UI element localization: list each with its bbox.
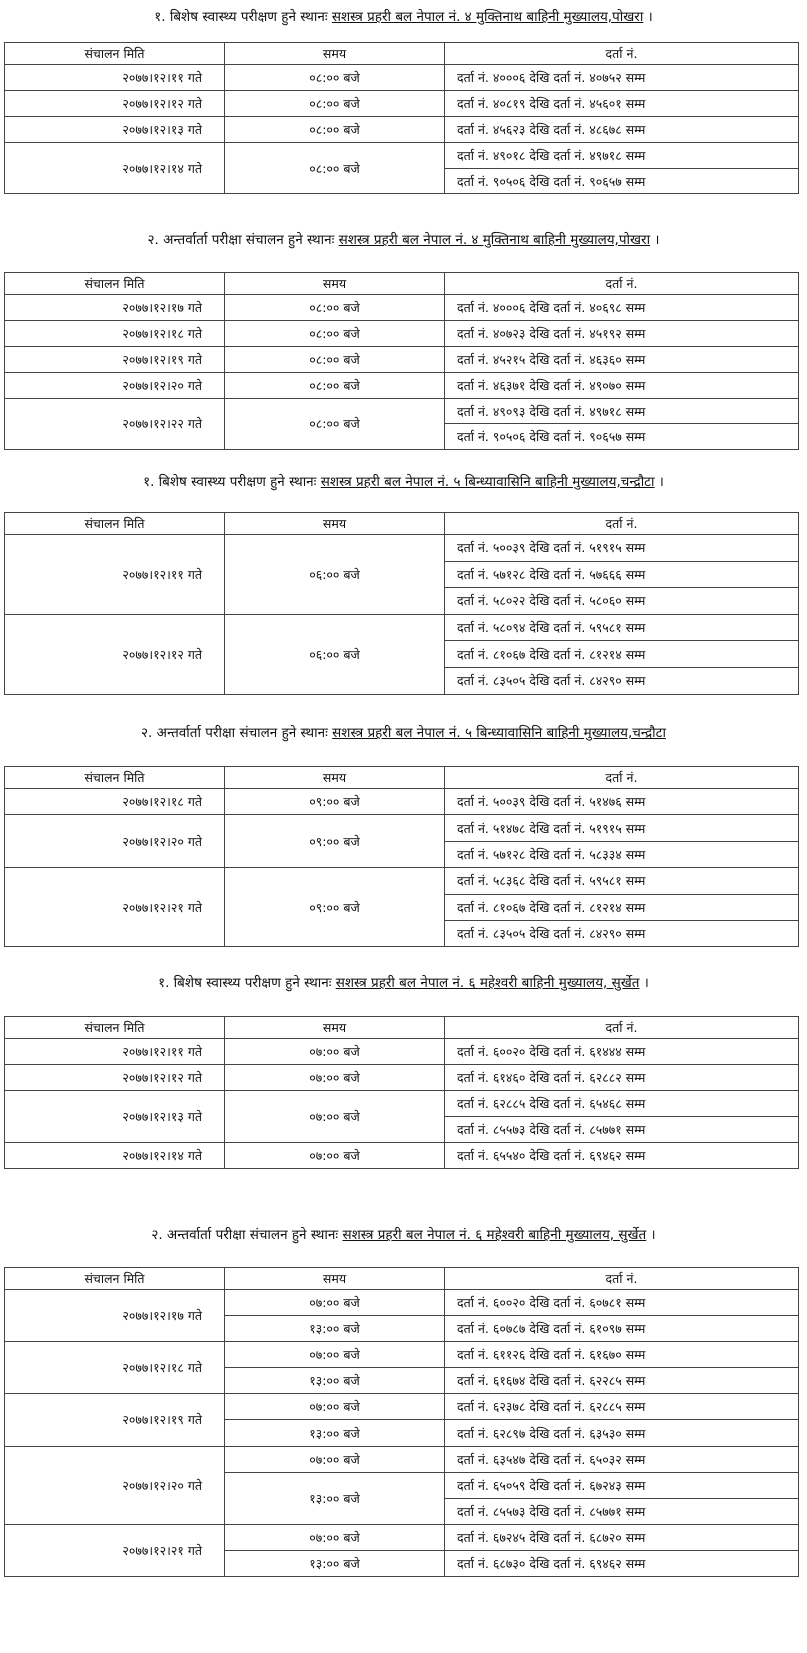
heading-place: सशस्त्र प्रहरी बल नेपाल नं. ४ मुक्तिनाथ बाहिनी मुख्यालय,पोखरा <box>331 9 644 25</box>
registration-cell: दर्ता नं. ६३५४७ देखि दर्ता नं. ६५०३२ सम्म <box>445 1446 799 1472</box>
table-row <box>5 1143 799 1169</box>
schedule-table <box>4 1016 799 1169</box>
date-cell: २०७७।१२।११ गते <box>5 1039 225 1065</box>
table-row <box>5 116 799 142</box>
time-cell: ०७:०० बजे <box>225 1039 445 1065</box>
date-cell: २०७७।१२।१३ गते <box>5 1091 225 1143</box>
time-cell: ०९:०० बजे <box>225 815 445 868</box>
section-heading <box>0 1220 807 1250</box>
header-time: समय <box>225 273 445 295</box>
registration-cell: दर्ता नं. ४५२१५ देखि दर्ता नं. ४६३६० सम्म <box>445 346 799 372</box>
registration-cell: दर्ता नं. ५७१२८ देखि दर्ता नं. ५७६६६ सम्म <box>445 561 799 588</box>
time-cell: ०९:०० बजे <box>225 789 445 815</box>
registration-cell: दर्ता नं. ४५६२३ देखि दर्ता नं. ४८६७८ सम्म <box>445 116 799 142</box>
registration-cell: दर्ता नं. ६०७८७ देखि दर्ता नं. ६१०९७ सम्म <box>445 1316 799 1342</box>
date-cell: २०७७।१२।२२ गते <box>5 398 225 450</box>
header-registration: दर्ता नं. <box>445 1017 799 1039</box>
table-header-row <box>5 513 799 535</box>
table-row <box>5 1342 799 1368</box>
time-cell: ०८:०० बजे <box>225 116 445 142</box>
time-cell: ०६:०० बजे <box>225 535 445 615</box>
registration-cell: दर्ता नं. ५८३६८ देखि दर्ता नं. ५९५८१ सम्म <box>445 868 799 894</box>
registration-cell: दर्ता नं. ६१४६० देखि दर्ता नं. ६२८८२ सम्म <box>445 1065 799 1091</box>
registration-cell: दर्ता नं. ६८७३० देखि दर्ता नं. ६९४६२ सम्म <box>445 1550 799 1576</box>
time-cell: ०८:०० बजे <box>225 295 445 321</box>
registration-cell: दर्ता नं. ४९०९३ देखि दर्ता नं. ४९७१८ सम्म <box>445 398 799 424</box>
registration-cell: दर्ता नं. ६७२४५ देखि दर्ता नं. ६८७२० सम्म <box>445 1524 799 1550</box>
time-cell: ०८:०० बजे <box>225 320 445 346</box>
date-cell: २०७७।१२।१७ गते <box>5 1290 225 1342</box>
header-registration: दर्ता नं. <box>445 1268 799 1290</box>
header-date: संचालन मिति <box>5 43 225 65</box>
time-cell: १३:०० बजे <box>225 1368 445 1394</box>
registration-cell: दर्ता नं. ८१०६७ देखि दर्ता नं. ८१२१४ सम्म <box>445 641 799 668</box>
registration-cell: दर्ता नं. ४६३७१ देखि दर्ता नं. ४९०७० सम्म <box>445 372 799 398</box>
header-date: संचालन मिति <box>5 513 225 535</box>
registration-cell: दर्ता नं. ८५५७३ देखि दर्ता नं. ८५७७१ सम्म <box>445 1498 799 1524</box>
date-cell: २०७७।१२।१९ गते <box>5 346 225 372</box>
date-cell: २०७७।१२।१८ गते <box>5 1342 225 1394</box>
time-cell: ०७:०० बजे <box>225 1091 445 1143</box>
date-cell: २०७७।१२।१४ गते <box>5 1143 225 1169</box>
table-row <box>5 1039 799 1065</box>
schedule-table <box>4 42 799 194</box>
registration-cell: दर्ता नं. ६२८९७ देखि दर्ता नं. ६३५३० सम्म <box>445 1420 799 1446</box>
table-row <box>5 142 799 168</box>
date-cell: २०७७।१२।१९ गते <box>5 1394 225 1446</box>
table-header-row <box>5 43 799 65</box>
date-cell: २०७७।१२।११ गते <box>5 535 225 615</box>
time-cell: १३:०० बजे <box>225 1550 445 1576</box>
header-registration: दर्ता नं. <box>445 767 799 789</box>
time-cell: ०८:०० बजे <box>225 398 445 450</box>
heading-place: सशस्त्र प्रहरी बल नेपाल नं. ४ मुक्तिनाथ बाहिनी मुख्यालय,पोखरा <box>338 232 651 248</box>
date-cell: २०७७।१२।१४ गते <box>5 142 225 194</box>
header-registration: दर्ता नं. <box>445 43 799 65</box>
date-cell: २०७७।१२।२१ गते <box>5 1524 225 1576</box>
section-heading <box>0 225 807 255</box>
table-row <box>5 1394 799 1420</box>
header-date: संचालन मिति <box>5 1268 225 1290</box>
time-cell: ०८:०० बजे <box>225 142 445 194</box>
heading-place: सशस्त्र प्रहरी बल नेपाल नं. ५ बिन्ध्यावासिनि बाहिनी मुख्यालय,चन्द्रौटा <box>332 725 666 741</box>
heading-prefix: २. अन्तर्वार्ता परीक्षा संचालन हुने स्थानः <box>151 1227 339 1243</box>
time-cell: ०९:०० बजे <box>225 868 445 947</box>
registration-cell: दर्ता नं. ५८०९४ देखि दर्ता नं. ५९५८१ सम्म <box>445 614 799 641</box>
heading-suffix: । <box>658 474 664 490</box>
heading-place: सशस्त्र प्रहरी बल नेपाल नं. ६ महेश्वरी बाहिनी मुख्यालय, सुर्खेत <box>335 975 640 991</box>
table-header-row <box>5 273 799 295</box>
table-row <box>5 614 799 641</box>
date-cell: २०७७।१२।१३ गते <box>5 116 225 142</box>
table-header-row <box>5 1017 799 1039</box>
date-cell: २०७७।१२।१८ गते <box>5 320 225 346</box>
registration-cell: दर्ता नं. ६२८८५ देखि दर्ता नं. ६५४६८ सम्म <box>445 1091 799 1117</box>
section-heading <box>0 718 807 748</box>
heading-suffix: । <box>650 1227 656 1243</box>
table-row <box>5 1091 799 1117</box>
schedule-table <box>4 766 799 947</box>
registration-cell: दर्ता नं. ५००३९ देखि दर्ता नं. ५१४७६ सम्म <box>445 789 799 815</box>
date-cell: २०७७।१२।११ गते <box>5 65 225 91</box>
date-cell: २०७७।१२।१२ गते <box>5 1065 225 1091</box>
header-time: समय <box>225 1268 445 1290</box>
registration-cell: दर्ता नं. ५७१२८ देखि दर्ता नं. ५८३३४ सम्म <box>445 841 799 867</box>
heading-prefix: २. अन्तर्वार्ता परीक्षा संचालन हुने स्थानः <box>141 725 328 741</box>
section-heading <box>0 2 807 32</box>
time-cell: ०८:०० बजे <box>225 346 445 372</box>
date-cell: २०७७।१२।१२ गते <box>5 614 225 694</box>
header-time: समय <box>225 1017 445 1039</box>
table-row <box>5 90 799 116</box>
heading-place: सशस्त्र प्रहरी बल नेपाल नं. ६ महेश्वरी बाहिनी मुख्यालय, सुर्खेत <box>342 1227 647 1243</box>
table-header-row <box>5 1268 799 1290</box>
registration-cell: दर्ता नं. ४९०१८ देखि दर्ता नं. ४९७१८ सम्म <box>445 142 799 168</box>
registration-cell: दर्ता नं. ६१६७४ देखि दर्ता नं. ६२२८५ सम्म <box>445 1368 799 1394</box>
table-row <box>5 1065 799 1091</box>
header-time: समय <box>225 513 445 535</box>
heading-prefix: १. बिशेष स्वास्थ्य परीक्षण हुने स्थानः <box>158 975 332 991</box>
time-cell: १३:०० बजे <box>225 1316 445 1342</box>
time-cell: ०८:०० बजे <box>225 90 445 116</box>
time-cell: १३:०० बजे <box>225 1472 445 1524</box>
registration-cell: दर्ता नं. ५८०२२ देखि दर्ता नं. ५८०६० सम्म <box>445 588 799 615</box>
header-date: संचालन मिति <box>5 273 225 295</box>
registration-cell: दर्ता नं. ५१४७८ देखि दर्ता नं. ५१९१५ सम्म <box>445 815 799 841</box>
heading-prefix: १. बिशेष स्वास्थ्य परीक्षण हुने स्थानः <box>143 474 317 490</box>
time-cell: ०७:०० बजे <box>225 1394 445 1420</box>
time-cell: ०७:०० बजे <box>225 1446 445 1472</box>
registration-cell: दर्ता नं. ४०७२३ देखि दर्ता नं. ४५१९२ सम्म <box>445 320 799 346</box>
time-cell: ०७:०० बजे <box>225 1143 445 1169</box>
header-registration: दर्ता नं. <box>445 273 799 295</box>
table-row <box>5 398 799 424</box>
registration-cell: दर्ता नं. ६००२० देखि दर्ता नं. ६१४४४ सम्म <box>445 1039 799 1065</box>
table-row <box>5 1524 799 1550</box>
registration-cell: दर्ता नं. ६५५४० देखि दर्ता नं. ६९४६२ सम्म <box>445 1143 799 1169</box>
registration-cell: दर्ता नं. ६२३७८ देखि दर्ता नं. ६२८८५ सम्म <box>445 1394 799 1420</box>
table-row <box>5 295 799 321</box>
table-row <box>5 346 799 372</box>
registration-cell: दर्ता नं. ८५५७३ देखि दर्ता नं. ८५७७१ सम्म <box>445 1117 799 1143</box>
heading-prefix: १. बिशेष स्वास्थ्य परीक्षण हुने स्थानः <box>154 9 328 25</box>
date-cell: २०७७।१२।२१ गते <box>5 868 225 947</box>
time-cell: ०७:०० बजे <box>225 1290 445 1316</box>
header-date: संचालन मिति <box>5 1017 225 1039</box>
date-cell: २०७७।१२।२० गते <box>5 372 225 398</box>
header-time: समय <box>225 43 445 65</box>
time-cell: ०८:०० बजे <box>225 372 445 398</box>
registration-cell: दर्ता नं. ६११२६ देखि दर्ता नं. ६१६७० सम्म <box>445 1342 799 1368</box>
registration-cell: दर्ता नं. ८३५०५ देखि दर्ता नं. ८४२९० सम्म <box>445 920 799 946</box>
heading-suffix: । <box>654 232 660 248</box>
registration-cell: दर्ता नं. ९०५०६ देखि दर्ता नं. ९०६५७ सम्म <box>445 168 799 194</box>
registration-cell: दर्ता नं. ६५०५९ देखि दर्ता नं. ६७२४३ सम्म <box>445 1472 799 1498</box>
registration-cell: दर्ता नं. ८३५०५ देखि दर्ता नं. ८४२९० सम्म <box>445 667 799 694</box>
registration-cell: दर्ता नं. ४०००६ देखि दर्ता नं. ४०६९८ सम्म <box>445 295 799 321</box>
date-cell: २०७७।१२।१८ गते <box>5 789 225 815</box>
table-row <box>5 868 799 894</box>
time-cell: १३:०० बजे <box>225 1420 445 1446</box>
schedule-table <box>4 1267 799 1577</box>
table-row <box>5 1290 799 1316</box>
registration-cell: दर्ता नं. ८१०६७ देखि दर्ता नं. ८१२१४ सम्म <box>445 894 799 920</box>
schedule-table <box>4 272 799 450</box>
table-row <box>5 789 799 815</box>
heading-prefix: २. अन्तर्वार्ता परीक्षा संचालन हुने स्थानः <box>147 232 335 248</box>
time-cell: ०८:०० बजे <box>225 65 445 91</box>
header-registration: दर्ता नं. <box>445 513 799 535</box>
date-cell: २०७७।१२।१२ गते <box>5 90 225 116</box>
table-row <box>5 1446 799 1472</box>
heading-suffix: । <box>647 9 653 25</box>
heading-place: सशस्त्र प्रहरी बल नेपाल नं. ५ बिन्ध्यावासिनि बाहिनी मुख्यालय,चन्द्रौटा <box>320 474 655 490</box>
table-row <box>5 65 799 91</box>
registration-cell: दर्ता नं. ४०८१९ देखि दर्ता नं. ४५६०१ सम्म <box>445 90 799 116</box>
registration-cell: दर्ता नं. ४०००६ देखि दर्ता नं. ४०७५२ सम्म <box>445 65 799 91</box>
schedule-table <box>4 512 799 695</box>
header-time: समय <box>225 767 445 789</box>
date-cell: २०७७।१२।२० गते <box>5 1446 225 1524</box>
table-row <box>5 372 799 398</box>
time-cell: ०७:०० बजे <box>225 1342 445 1368</box>
heading-suffix: । <box>643 975 649 991</box>
date-cell: २०७७।१२।२० गते <box>5 815 225 868</box>
table-row <box>5 535 799 562</box>
table-header-row <box>5 767 799 789</box>
time-cell: ०७:०० बजे <box>225 1524 445 1550</box>
registration-cell: दर्ता नं. ५००३९ देखि दर्ता नं. ५१९१५ सम्म <box>445 535 799 562</box>
table-row <box>5 815 799 841</box>
table-row <box>5 320 799 346</box>
section-heading <box>0 968 807 998</box>
section-heading <box>0 467 807 497</box>
registration-cell: दर्ता नं. ६००२० देखि दर्ता नं. ६०७८१ सम्म <box>445 1290 799 1316</box>
header-date: संचालन मिति <box>5 767 225 789</box>
time-cell: ०७:०० बजे <box>225 1065 445 1091</box>
date-cell: २०७७।१२।१७ गते <box>5 295 225 321</box>
time-cell: ०६:०० बजे <box>225 614 445 694</box>
registration-cell: दर्ता नं. ९०५०६ देखि दर्ता नं. ९०६५७ सम्म <box>445 424 799 450</box>
